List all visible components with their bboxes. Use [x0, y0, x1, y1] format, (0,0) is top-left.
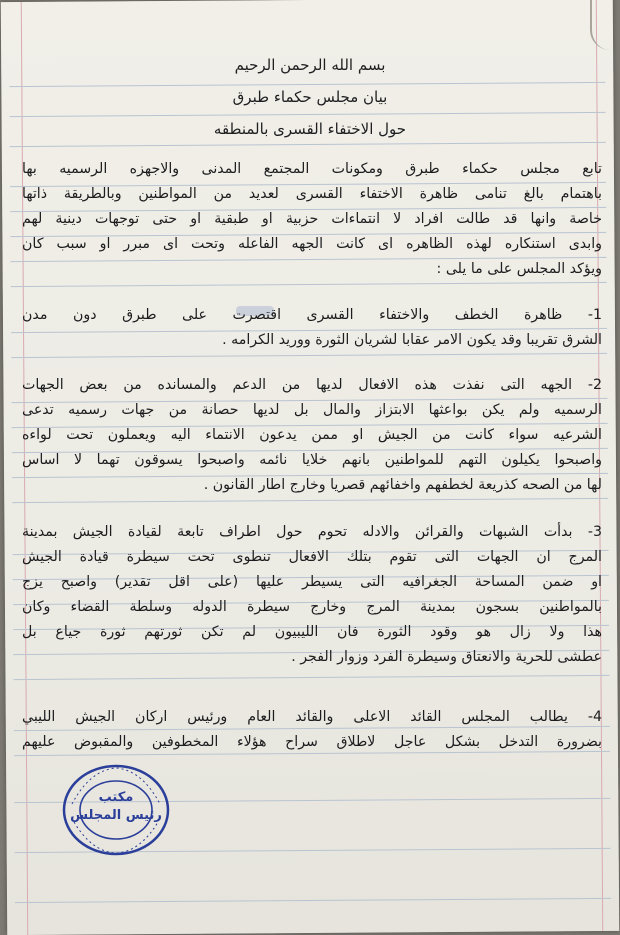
- text-line: الشرعيه سواء كانت من الجيش او ممن يدعون الانتماء اليه ويعملون تحت لواءه: [22, 427, 602, 443]
- text-line: 4- يطالب المجلس القائد الاعلى والقائد العام ورئيس اركان الجيش الليبي: [22, 709, 602, 725]
- basmala: بسم الله الرحمن الرحيم: [234, 56, 386, 74]
- text-line: ويؤكد المجلس على ما يلى :: [436, 261, 602, 277]
- text-line: بالمواطنين بسجون بمدينة المرج وخارج سيطرة الدوله وسلطة القضاء وكان: [22, 599, 602, 615]
- text-line: باهتمام بالغ تنامى ظاهرة الاختفاء القسرى لعديد من المواطنين وبالطريقة ذاتها: [22, 186, 602, 202]
- text-line: هذا ولا زال هو وقود الثورة فان الليبيون لم تكن ثورتهم ثورة جياع بل: [22, 624, 602, 640]
- point-3: [22, 520, 602, 670]
- text-line: بضرورة التدخل بشكل عاجل لاطلاق سراح هؤلاء المخطوفين والمقبوض عليهم: [22, 734, 602, 750]
- text-line: وابدى استنكاره لهذه الظاهره اى كانت الجهه الفاعله وتحت اى مبرر او سبب كان: [22, 236, 602, 252]
- text-line: لها من الصحه كذريعة لخطفهم واخفائهم قصريا وخارج اطار القانون .: [203, 477, 602, 493]
- text-line: 1- ظاهرة الخطف والاختفاء القسرى اقتصرت على طبرق دون مدن: [22, 307, 602, 323]
- text-line: الرسميه ولم يكن بواعثها الابتزاز والمال بل لديها حصانة من جهات رسميه تدعى: [22, 402, 602, 418]
- point-1: [22, 303, 602, 353]
- document-subtitle: حول الاختفاء القسرى بالمنطقه: [213, 120, 407, 138]
- text-line: عطشى للحرية والانعتاق وسيطرة الفرد وزوار الفجر .: [291, 649, 602, 665]
- stamp-line-1: مكتب: [98, 790, 134, 805]
- intro-paragraph: [22, 157, 602, 282]
- text-line: 3- بدأت الشبهات والقرائن والادله تحوم حول اطراف تابعة لقيادة الجيش بمدينة: [22, 524, 602, 540]
- text-line: تابع مجلس حكماء طبرق ومكونات المجتمع المدنى والاجهزه الرسميه بها: [22, 161, 602, 177]
- text-line: واصبحوا يكيلون التهم للمواطنين بانهم خلايا نائمه واصبحوا يسوقون تهما لا اساس: [22, 452, 602, 468]
- text-line: 2- الجهه التى نفذت هذه الافعال لديها من الدعم والمسانده من بعض الجهات: [22, 377, 602, 393]
- official-stamp: [60, 760, 172, 860]
- point-2: [22, 373, 602, 498]
- text-line: الشرق تقريبا وقد يكون الامر عقابا لشريان الثورة ووريد الكرامه .: [222, 332, 602, 348]
- stamp-line-2: رئيس المجلس: [70, 808, 162, 823]
- text-line: المرج ان الجهات التى تقوم بتلك الافعال تنطوى تحت سيطرة قيادة الجيش: [22, 549, 602, 565]
- text-line: خاصة وانها قد طالت افراد لا انتماءات حزبية او طبقية او حتى توجهات دينية لهم: [22, 211, 602, 227]
- point-4: [22, 705, 602, 755]
- text-line: او ضمن المساحة الجغرافيه التى يسيطر عليها (على اقل تقدير) واصبح يزج: [22, 574, 602, 590]
- document-title: بيان مجلس حكماء طبرق: [232, 88, 388, 106]
